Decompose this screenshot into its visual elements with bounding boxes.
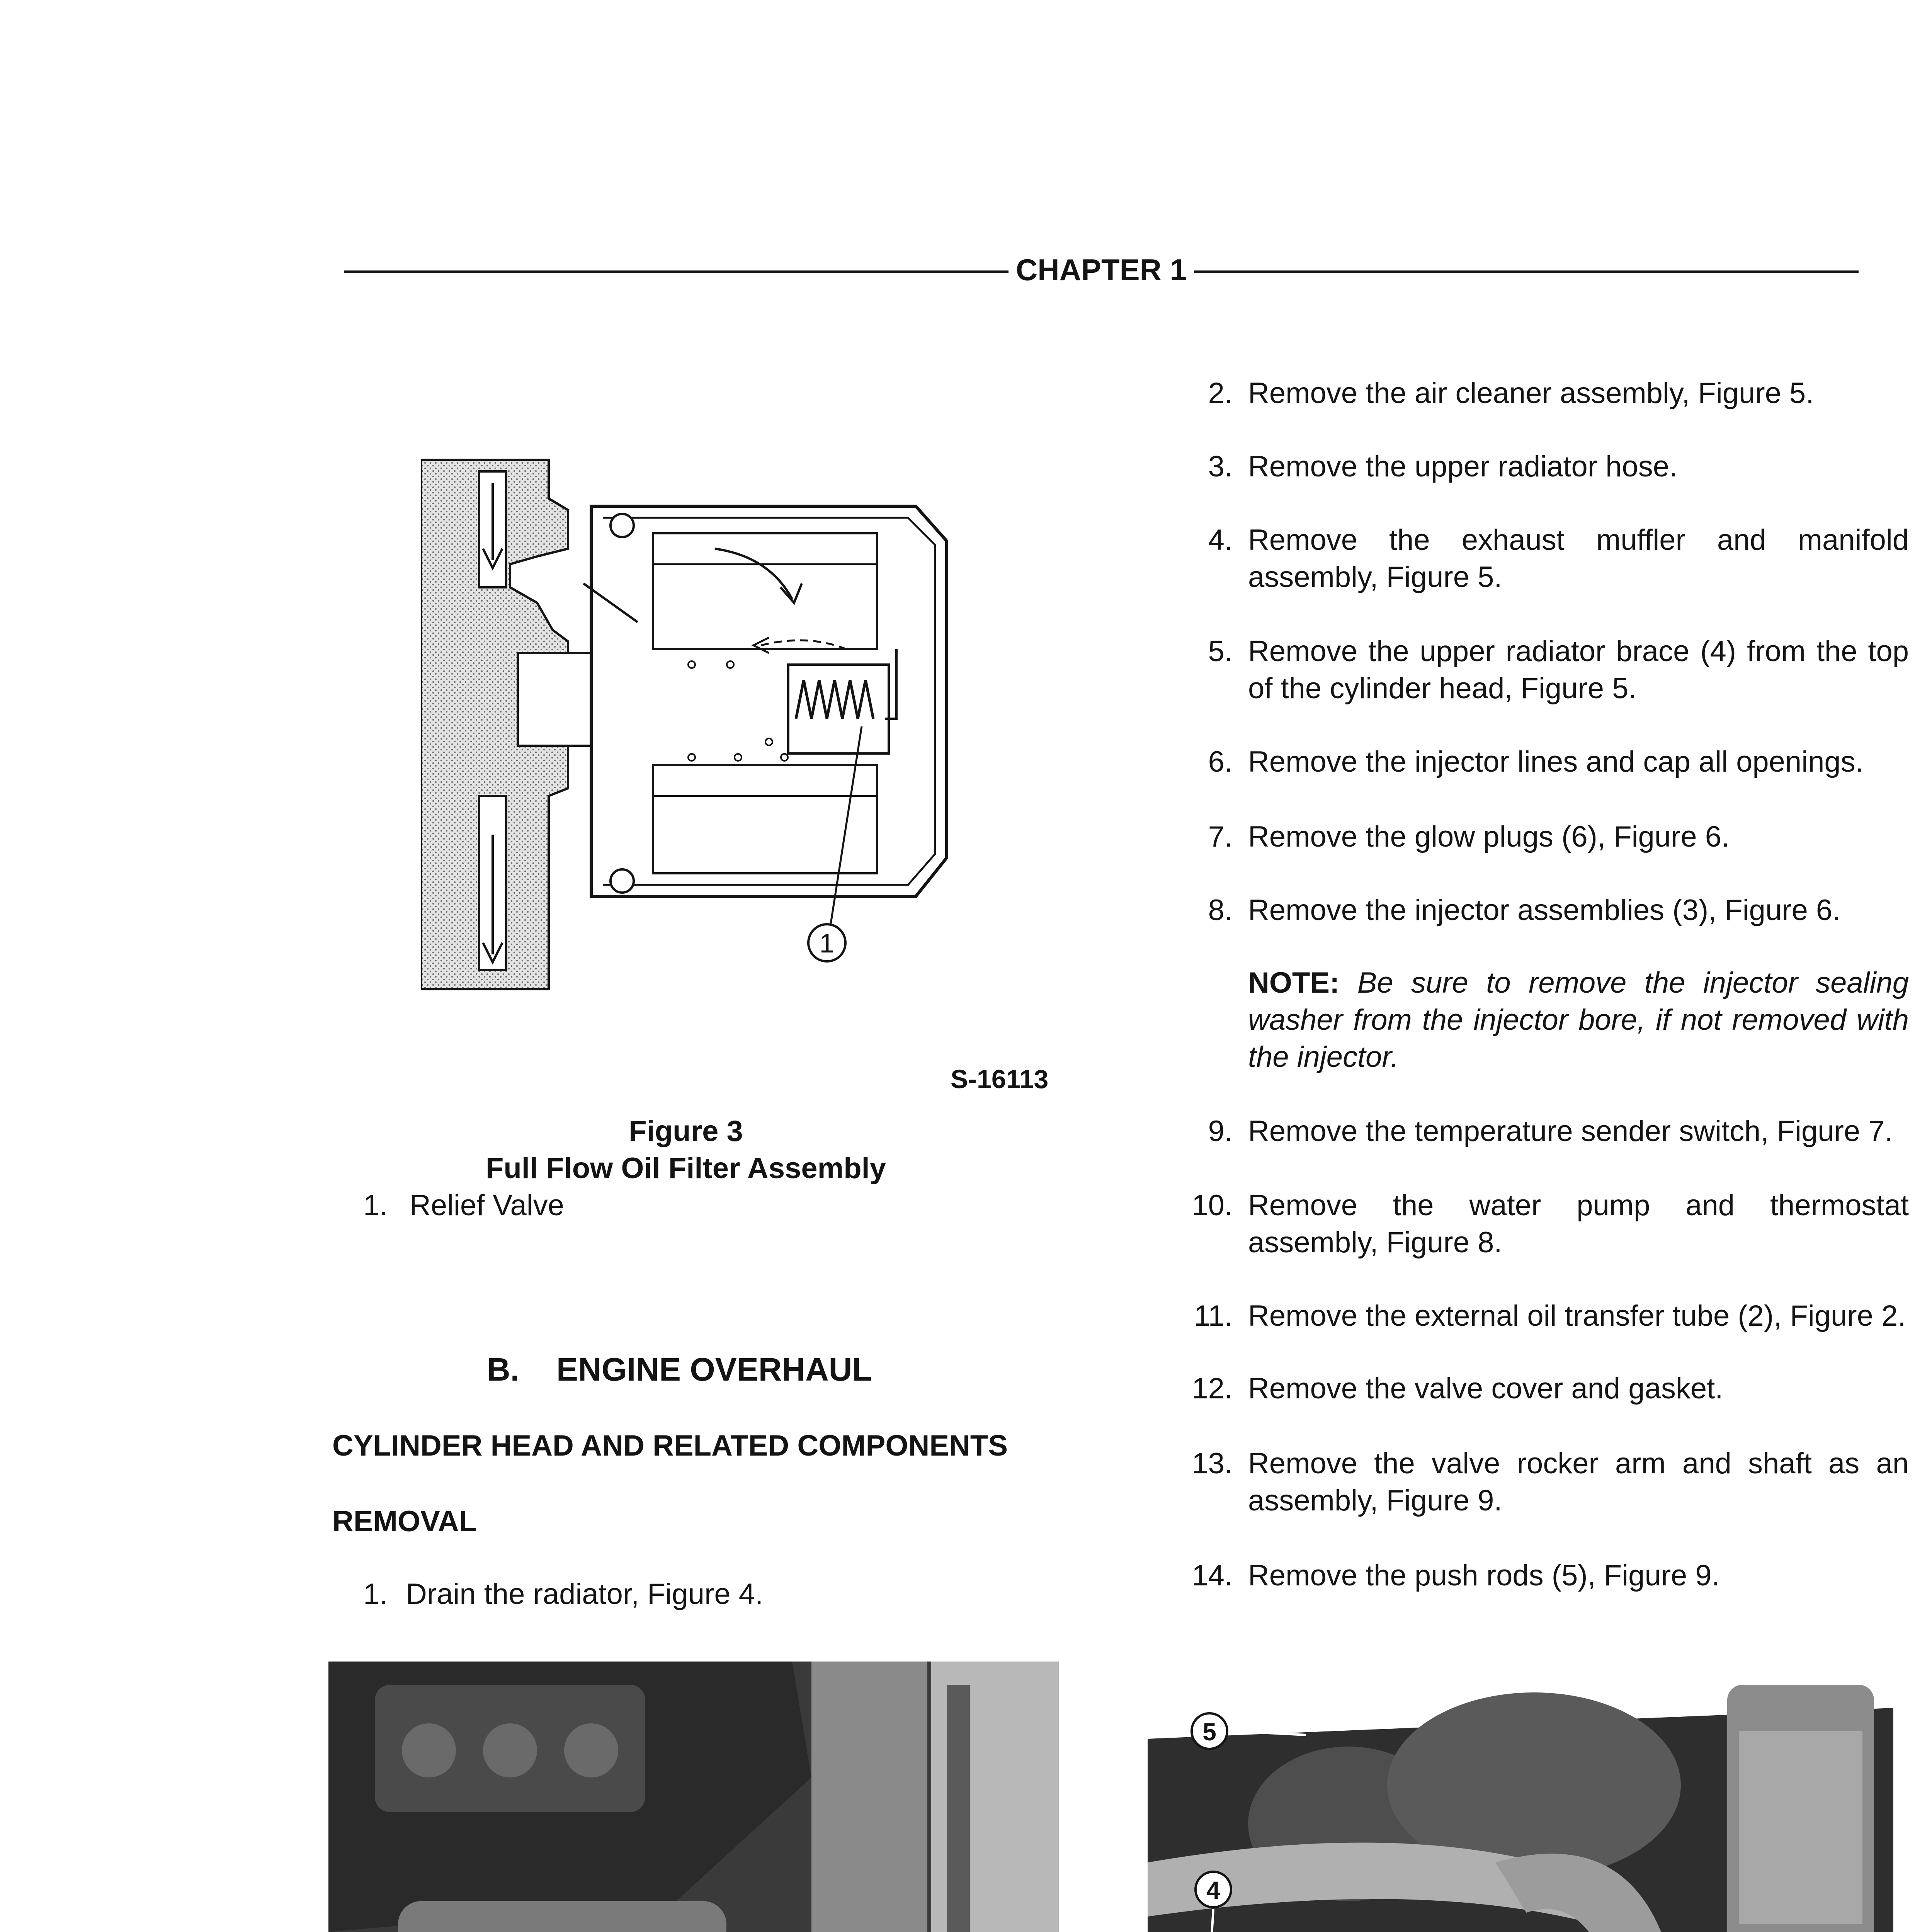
step-num: 2. — [1208, 377, 1233, 410]
figure5-photo — [1148, 1662, 1893, 1932]
figure3-legend-text: Relief Valve — [410, 1189, 564, 1222]
step-text: Remove the air cleaner assembly, Figure 5. — [1248, 377, 1814, 410]
figure3-title: Figure 3 — [629, 1115, 743, 1148]
step-num: 6. — [1208, 745, 1233, 778]
step-num: 13. — [1192, 1447, 1233, 1480]
step-text: Remove the glow plugs (6), Figure 6. — [1248, 820, 1730, 853]
step-1-num: 1. — [363, 1578, 388, 1611]
section-heading: ENGINE OVERHAUL — [556, 1351, 872, 1388]
oil-filter-diagram — [421, 448, 1001, 1012]
figure4-photo — [328, 1662, 1059, 1932]
step-num: 5. — [1208, 635, 1233, 668]
section-letter: B. — [487, 1351, 519, 1388]
step-num: 10. — [1192, 1189, 1233, 1222]
step-num: 11. — [1194, 1299, 1233, 1332]
subheading: CYLINDER HEAD AND RELATED COMPONENTS — [332, 1429, 1008, 1462]
step-num: 8. — [1208, 894, 1233, 927]
header-rule-right — [1194, 270, 1859, 273]
note — [1248, 964, 1909, 1076]
step-num: 14. — [1192, 1559, 1233, 1592]
step-text: Remove the water pump and thermostat assembly, Figure 8. — [1248, 1189, 1909, 1259]
figure5-callout-5: 5 — [1202, 1718, 1216, 1746]
note-label: NOTE: — [1248, 966, 1340, 999]
step-text: Remove the external oil transfer tube (2), Figure 2. — [1248, 1299, 1906, 1332]
figure5-callout-4: 4 — [1206, 1876, 1220, 1904]
step-text: Remove the upper radiator brace (4) from the top of the cylinder head, Figure 5. — [1248, 635, 1909, 705]
figure5-photo-content — [1148, 1662, 1893, 1932]
step-text: Remove the valve rocker arm and shaft as an assembly, Figure 9. — [1248, 1447, 1909, 1517]
figure4-photo-content — [328, 1662, 1059, 1932]
step-text: Remove the injector lines and cap all openings. — [1248, 745, 1864, 778]
step-text: Remove the push rods (5), Figure 9. — [1248, 1559, 1720, 1592]
figure3-subtitle: Full Flow Oil Filter Assembly — [485, 1152, 886, 1185]
chapter-title: CHAPTER 1 — [1015, 253, 1187, 287]
note-text: Be sure to remove the injector sealing washer from the injector bore, if not removed with the injector. — [1248, 966, 1909, 1073]
step-num: 9. — [1208, 1115, 1233, 1148]
header-rule-left — [344, 270, 1009, 273]
step-text: Remove the temperature sender switch, Figure 7. — [1248, 1115, 1893, 1148]
figure3-callout-label: 1 — [819, 928, 835, 958]
figure3-code: S-16113 — [951, 1065, 1049, 1094]
step-text: Remove the valve cover and gasket. — [1248, 1372, 1723, 1405]
removal-heading: REMOVAL — [332, 1505, 477, 1538]
step-text: Remove the exhaust muffler and manifold assembly, Figure 5. — [1248, 524, 1909, 594]
figure3-legend-num: 1. — [363, 1189, 388, 1222]
step-text: Remove the injector assemblies (3), Figure 6. — [1248, 894, 1841, 927]
step-text: Remove the upper radiator hose. — [1248, 450, 1678, 483]
step-1-text: Drain the radiator, Figure 4. — [406, 1578, 764, 1611]
step-num: 7. — [1208, 820, 1233, 853]
step-num: 4. — [1208, 524, 1233, 556]
step-num: 12. — [1192, 1372, 1233, 1405]
step-num: 3. — [1208, 450, 1233, 483]
